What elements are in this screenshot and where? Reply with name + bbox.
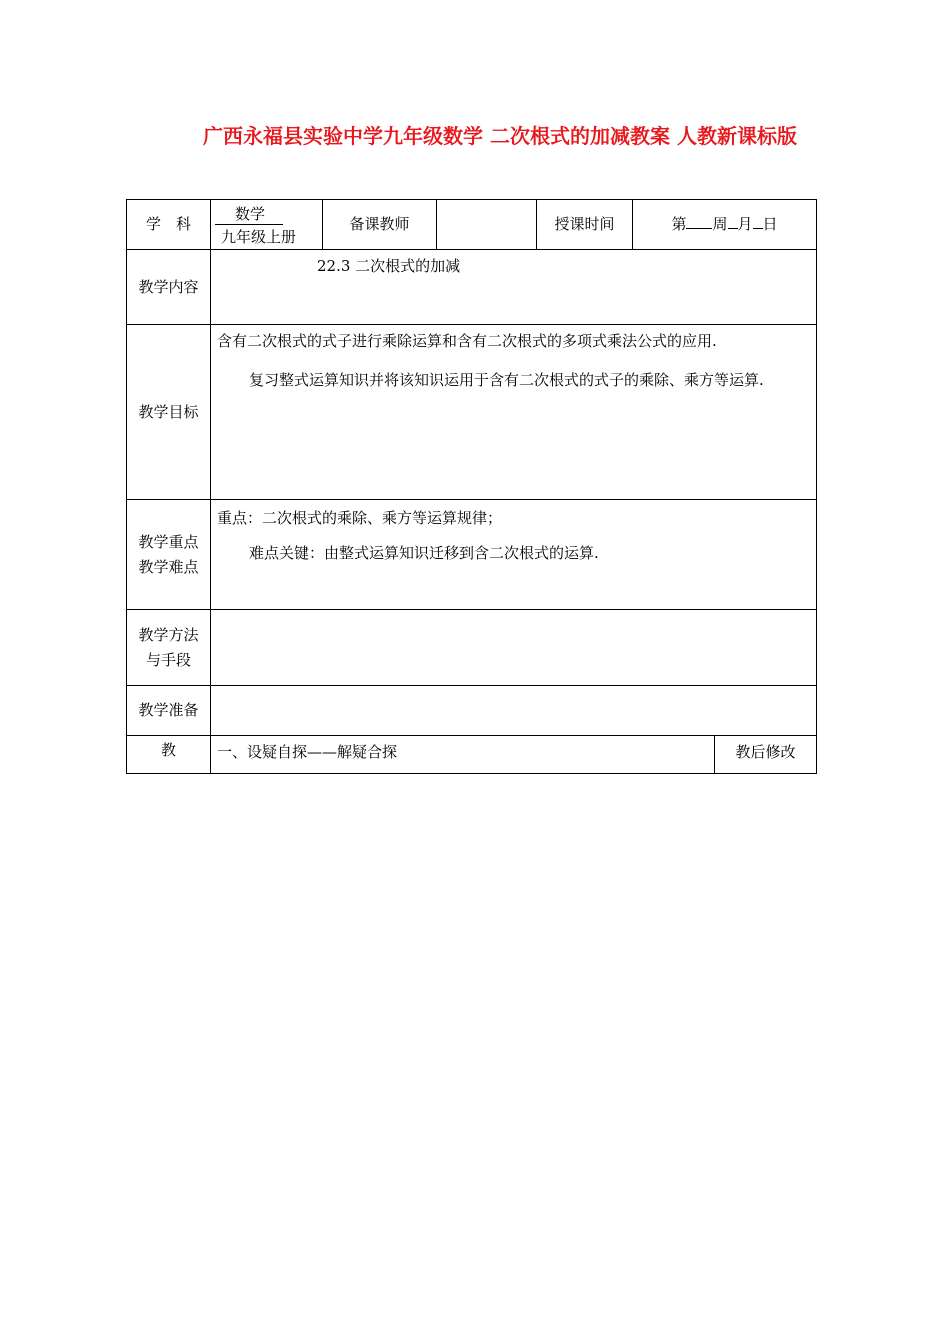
subject-value: 数学 [215,204,283,225]
methods-row [127,610,817,686]
time-value [633,200,817,250]
content-value-cell [211,250,817,325]
content-row [127,250,817,325]
goals-row [127,325,817,500]
goals-cell [211,325,817,500]
header-row [127,200,817,250]
process-value: 一、设疑自探——解疑合探 [211,736,715,774]
teacher-label: 备课教师 [323,200,437,250]
key-points-label: 教学重点教学难点 [127,500,211,610]
preparation-row [127,686,817,736]
day-blank [753,212,763,229]
teacher-value [437,200,537,250]
methods-label: 教学方法与手段 [127,610,211,686]
goal-line-1: 含有二次根式的式子进行乘除运算和含有二次根式的多项式乘法公式的应用. [217,332,717,350]
key-points-row [127,500,817,610]
process-label: 教 [127,736,211,774]
difficulty-line: 难点关键：由整式运算知识迁移到含二次根式的运算. [249,544,599,562]
time-day: 日 [762,215,778,233]
page-title: 广西永福县实验中学九年级数学 二次根式的加减教案 人教新课标版 [203,124,797,148]
goal-line-2: 复习整式运算知识并将该知识运用于含有二次根式的式子的乘除、乘方等运算. [249,371,764,389]
week-blank [686,212,712,229]
time-prefix: 第 [671,215,687,233]
key-point-line: 重点：二次根式的乘除、乘方等运算规律； [217,509,503,527]
subject-label: 学 科 [127,200,211,250]
process-row [127,736,817,774]
content-label: 教学内容 [127,250,211,325]
time-month: 月 [737,215,753,233]
time-label: 授课时间 [537,200,633,250]
key-points-cell [211,500,817,610]
time-week: 周 [712,215,728,233]
preparation-value [211,686,817,736]
content-value: 22.3 二次根式的加减 [317,257,461,275]
preparation-label: 教学准备 [127,686,211,736]
lesson-plan-table [126,199,817,774]
grade-value: 九年级上册 [221,228,297,246]
goals-label: 教学目标 [127,325,211,500]
month-blank [728,212,738,229]
revision-label: 教后修改 [715,736,817,774]
subject-cell [211,200,323,250]
methods-value [211,610,817,686]
